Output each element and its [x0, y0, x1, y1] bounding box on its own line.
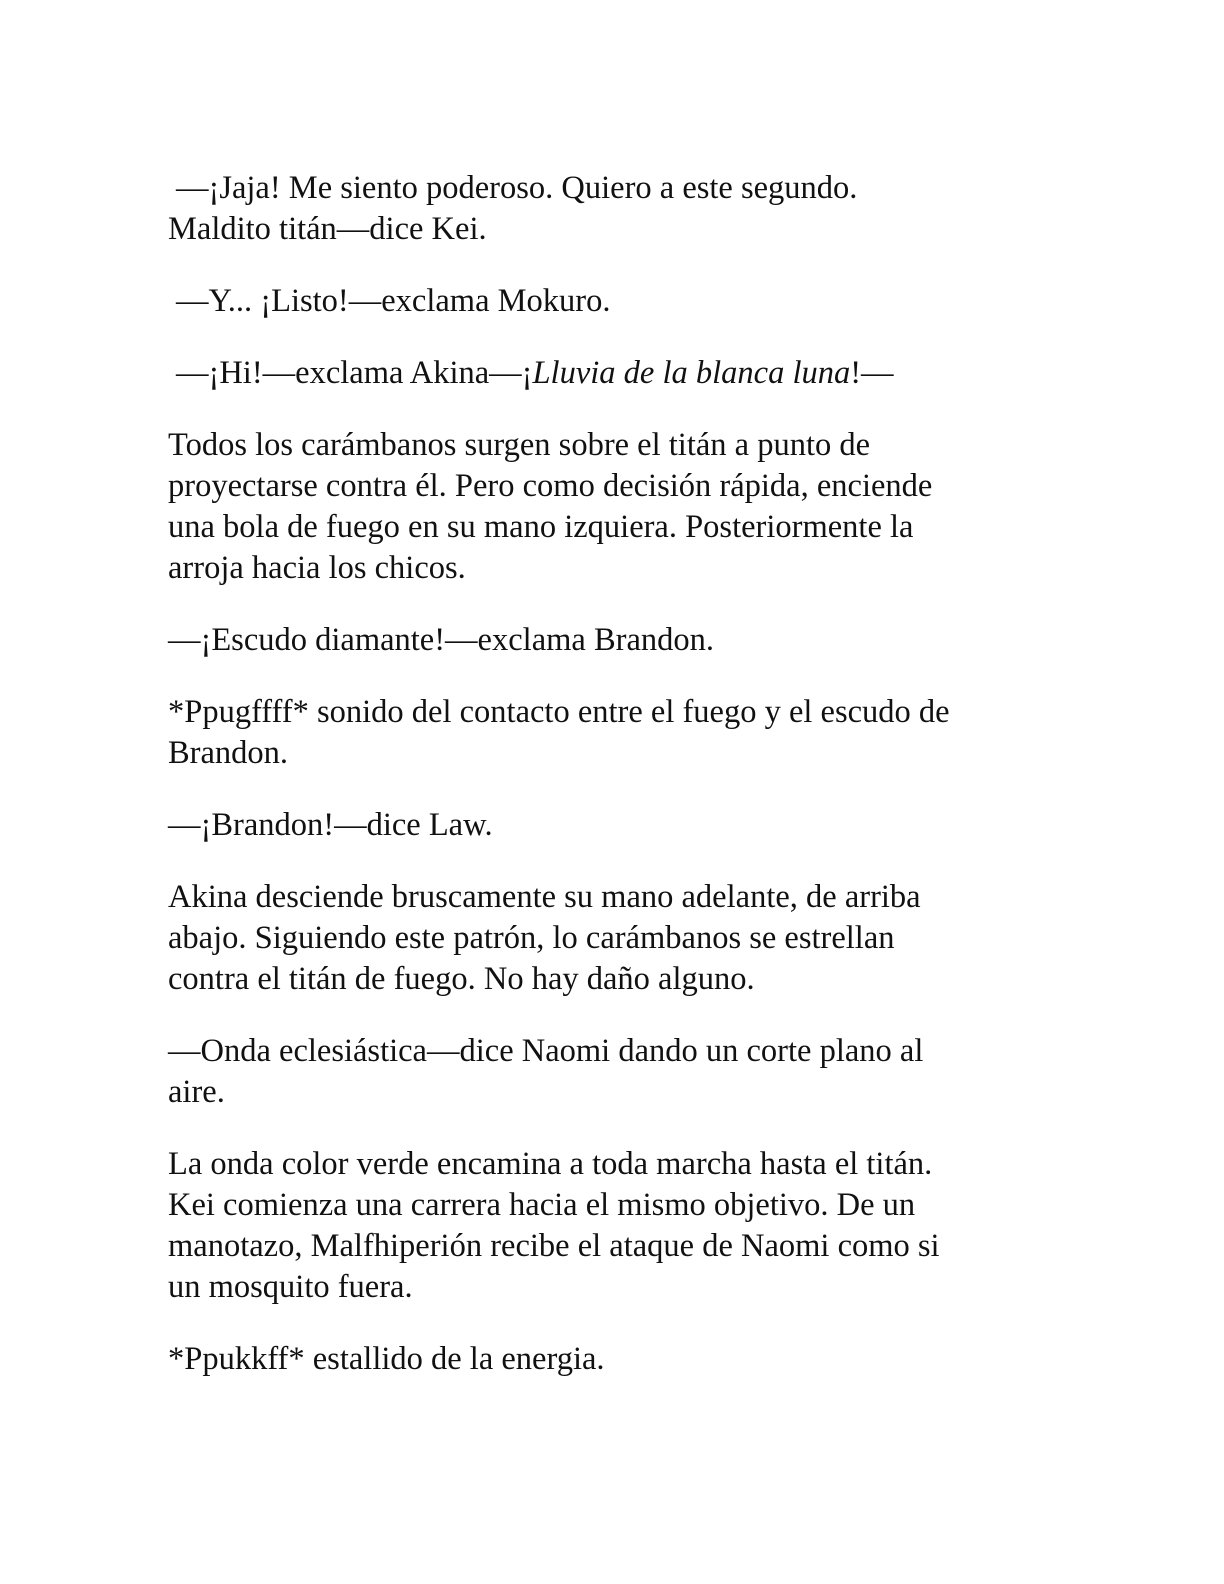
dialogue-paragraph: [168, 620, 1048, 661]
text-line: —¡Jaja! Me siento poderoso. Quiero a este segundo.: [176, 170, 858, 206]
dialogue-paragraph: [168, 168, 1048, 250]
body-text: [168, 168, 1048, 1411]
narrative-paragraph: [168, 425, 1048, 589]
narrative-paragraph: [168, 1339, 1048, 1380]
text-line: —Onda eclesiástica—dice Naomi dando un corte plano al: [168, 1033, 924, 1069]
text-line: *Ppugffff* sonido del contacto entre el fuego y el escudo de: [168, 694, 950, 730]
dialogue-paragraph: [168, 281, 1048, 322]
text-line: proyectarse contra él. Pero como decisión rápida, enciende: [168, 468, 933, 504]
dialogue-paragraph: [168, 805, 1048, 846]
text-line: abajo. Siguiendo este patrón, lo carámbanos se estrellan: [168, 920, 895, 956]
text-line: —¡Escudo diamante!—exclama Brandon.: [168, 622, 714, 658]
text-line: un mosquito fuera.: [168, 1269, 413, 1305]
text-line: contra el titán de fuego. No hay daño alguno.: [168, 961, 755, 997]
text-line: Maldito titán—dice Kei.: [168, 211, 487, 247]
text-line: —¡Brandon!—dice Law.: [168, 807, 493, 843]
narrative-paragraph: [168, 1144, 1048, 1308]
text-line: *Ppukkff* estallido de la energia.: [168, 1341, 605, 1377]
text-line: La onda color verde encamina a toda marcha hasta el titán.: [168, 1146, 933, 1182]
text-line: Akina desciende bruscamente su mano adelante, de arriba: [168, 879, 921, 915]
dialogue-paragraph: [168, 353, 1048, 394]
dialogue-paragraph: [168, 1031, 1048, 1113]
text-run: —¡Hi!—exclama Akina—¡: [176, 355, 533, 391]
text-line: —Y... ¡Listo!—exclama Mokuro.: [176, 283, 611, 319]
text-line: Todos los carámbanos surgen sobre el titán a punto de: [168, 427, 871, 463]
text-line: aire.: [168, 1074, 225, 1110]
text-line: manotazo, Malfhiperión recibe el ataque de Naomi como si: [168, 1228, 940, 1264]
text-line: arroja hacia los chicos.: [168, 550, 466, 586]
text-line: Kei comienza una carrera hacia el mismo objetivo. De un: [168, 1187, 916, 1223]
narrative-paragraph: [168, 877, 1048, 1000]
text-line: una bola de fuego en su mano izquiera. Posteriormente la: [168, 509, 914, 545]
narrative-paragraph: [168, 692, 1048, 774]
text-line: Brandon.: [168, 735, 289, 771]
text-run: !—: [850, 355, 894, 391]
italic-spell-name: Lluvia de la blanca luna: [532, 355, 851, 391]
